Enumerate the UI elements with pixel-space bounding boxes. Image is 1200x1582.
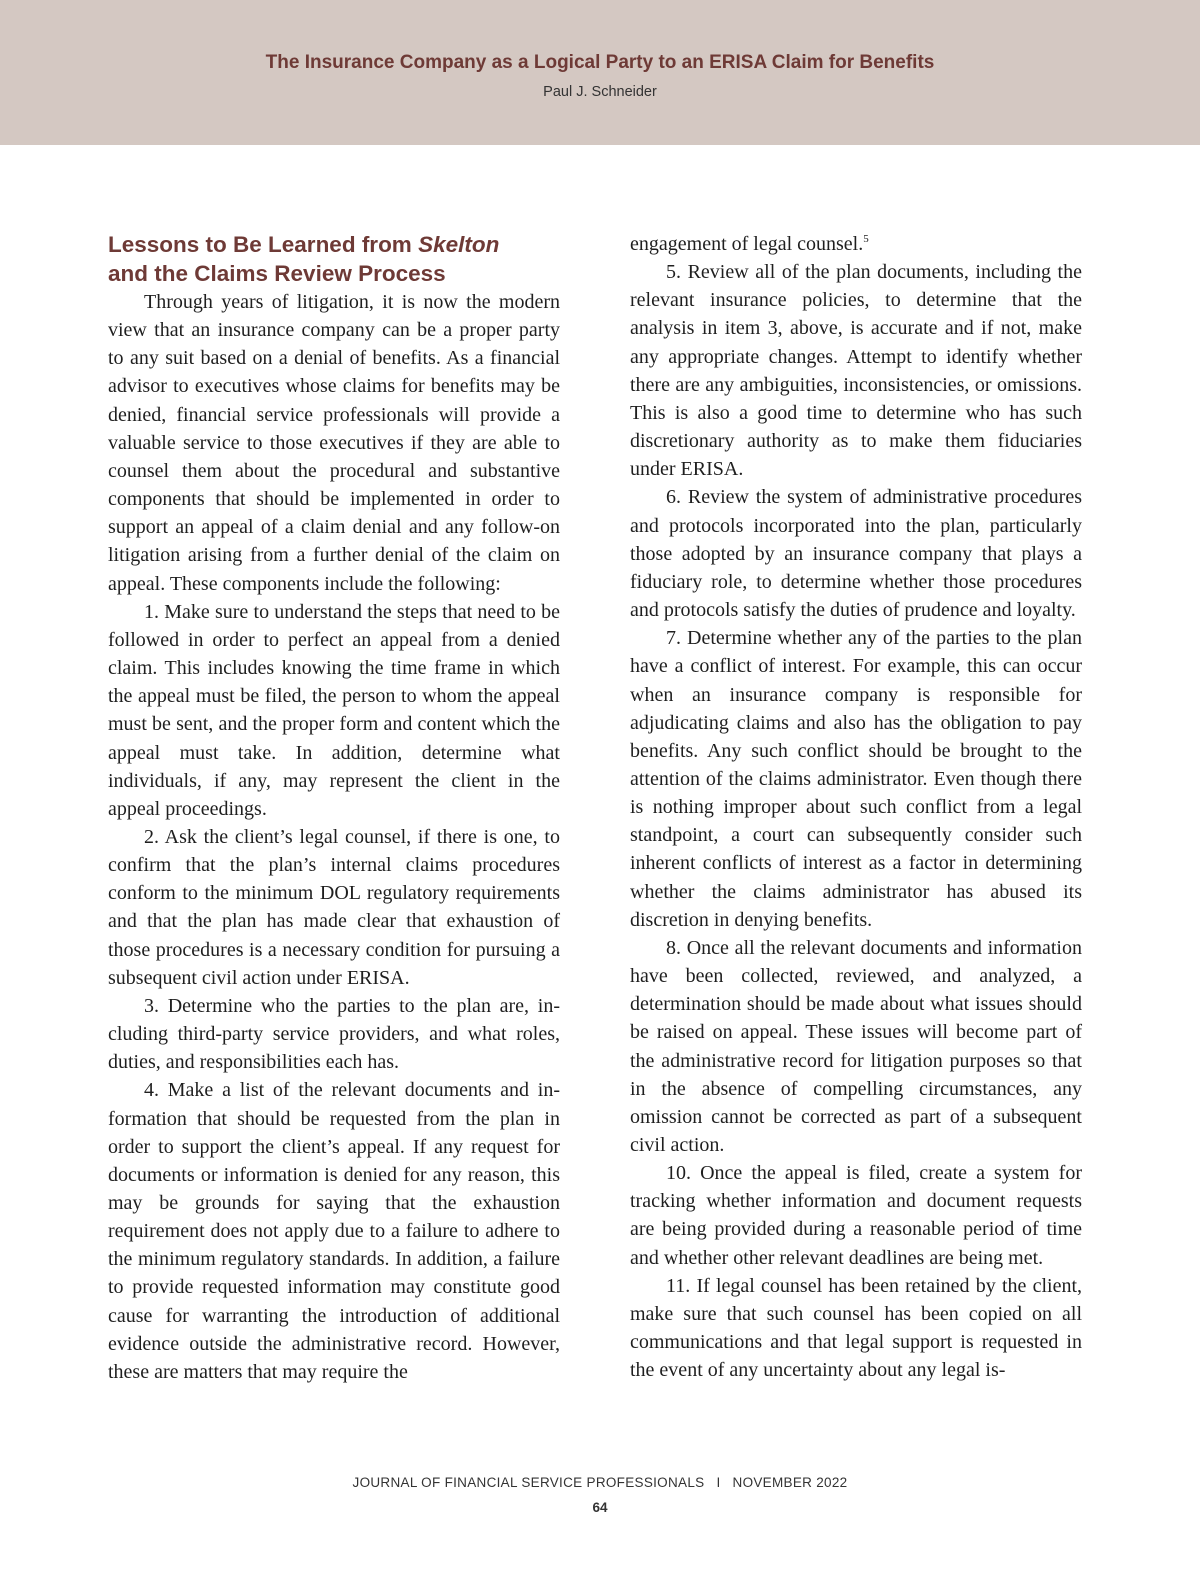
paragraph-item-3: 3. Determine who the parties to the plan are, including third-party service providers, and what roles, duties, and responsibilities each has. — [108, 994, 560, 1074]
page-header — [0, 0, 1200, 145]
article-author: Paul J. Schneider — [543, 84, 657, 100]
paragraph-intro: Through years of litigation, it is now the modern view that an insurance company can be a proper party to any suit based on a denial of benefits. As a financial advisor to executives whose claims for benefits may be denied, financial service professionals will provide a valuable service to those executives if they are able to counsel them about the procedural and substantive components that should be implemented in order to support an appeal of a claim denial and any follow-on litigation arising from a further denial of the claim on appeal. These components include the following: — [108, 291, 560, 595]
journal-name: JOURNAL OF FINANCIAL SERVICE PROFESSIONALS — [352, 1475, 705, 1490]
paragraph-item-2: 2. Ask the client’s legal counsel, if there is one, to confirm that the plan’s internal claims procedures conform to the minimum DOL regulatory requirements and that the plan has made clear that exhaustion of those procedures is a necessary condition for pursuing a subsequent civil action under ERISA. — [108, 825, 560, 989]
article-title: The Insurance Company as a Logical Party to an ERISA Claim for Benefits — [265, 52, 935, 73]
left-column — [108, 230, 560, 1386]
paragraph-item-4: 4. Make a list of the relevant documents and information that should be requested from the plan in order to support the client’s appeal. If any request for documents or information is denied for any reason, this may be grounds for saying that the exhaustion requirement does not apply due to a failure to adhere to the minimum regulatory standards. In addition, a failure to provide requested information may constitute good cause for warranting the introduction of additional evidence outside the administrative record. However, these are matters that may require the — [108, 1079, 560, 1383]
section-heading-suffix: and the Claims Review Process — [108, 261, 446, 286]
page-number: 64 — [592, 1500, 608, 1515]
section-heading-italic: Skelton — [418, 232, 500, 257]
continuation-text: engagement of legal counsel. — [630, 233, 864, 255]
paragraph-item-8: 8. Once all the relevant documents and information have been collected, reviewed, and analyzed, a determination should be made about what issues should be raised on appeal. These issues will become part of the administrative record for litigation purposes so that in the absence of compelling circumstances, any omission cannot be corrected as part of a subsequent civil action. — [630, 936, 1082, 1156]
paragraph-item-5: 5. Review all of the plan documents, including the relevant insurance policies, to determine that the analysis in item 3, above, is accurate and if not, make any appropriate changes. Attempt to identify whether there are any ambiguities, inconsistencies, or omissions. This is also a good time to determine who has such discretionary authority as to make them fiduciaries under ERISA. — [630, 261, 1082, 481]
footer-separator: I — [716, 1475, 721, 1490]
section-heading — [108, 230, 560, 288]
section-heading-prefix: Lessons to Be Learned from — [108, 232, 419, 257]
paragraph-item-1: 1. Make sure to understand the steps that need to be followed in order to perfect an appeal from a denied claim. This includes knowing the time frame in which the appeal must be filed, the person to whom the appeal must be sent, and the proper form and content which the appeal must take. In addition, determine what individuals, if any, may represent the client in the appeal proceedings. — [108, 600, 560, 820]
right-column — [630, 230, 1082, 1384]
page-footer — [0, 1475, 1200, 1490]
paragraph-item-7: 7. Determine whether any of the parties to the plan have a conflict of interest. For example, this can occur when an insurance company is responsible for adjudicating claims and also has the obligation to pay benefits. Any such conflict should be brought to the attention of the claims administrator. Even though there is nothing improper about such conflict from a legal standpoint, a court can subsequently consider such inherent conflicts of interest as a factor in determining whether the claims administrator has abused its discretion in denying benefits. — [630, 627, 1082, 931]
paragraph-item-6: 6. Review the system of administrative procedures and protocols incorporated into the plan, particularly those adopted by an insurance company that plays a fiduciary role, to determine whether those procedures and protocols satisfy the duties of prudence and loyalty. — [630, 486, 1082, 622]
issue-date: NOVEMBER 2022 — [732, 1475, 848, 1490]
paragraph-item-10: 10. Once the appeal is filed, create a system for tracking whether information and document requests are being provided during a reasonable period of time and whether other relevant deadlines are being met. — [630, 1162, 1082, 1269]
paragraph-item-11: 11. If legal counsel has been retained by the client, make sure that such counsel has been copied on all communications and that legal support is requested in the event of any uncertainty about any legal is- — [630, 1274, 1082, 1382]
footnote-ref: 5 — [863, 233, 869, 245]
paragraph-continuation — [630, 230, 1082, 258]
